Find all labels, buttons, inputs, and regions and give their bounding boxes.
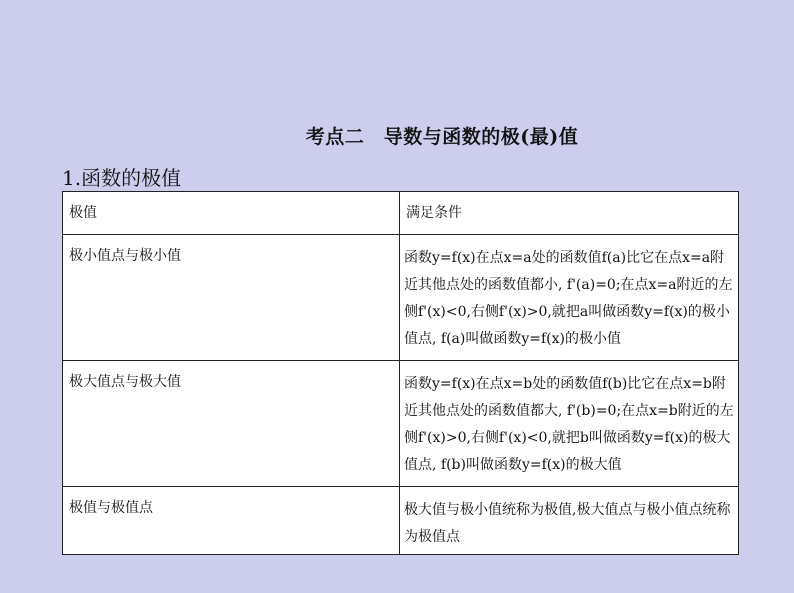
row-name-cell <box>63 235 400 361</box>
extremum-table <box>62 191 739 555</box>
row-name: 极值与极值点 <box>69 500 153 516</box>
section-heading: 1.函数的极值 <box>62 166 182 190</box>
header-cell-condition <box>400 192 739 235</box>
row-name-cell <box>63 487 400 555</box>
table-row <box>63 487 739 555</box>
header-cell-extremum <box>63 192 400 235</box>
row-name-cell <box>63 361 400 487</box>
row-condition-cell <box>400 361 739 487</box>
row-condition: 函数y=f(x)在点x=b处的函数值f(b)比它在点x=b附近其他点处的函数值都大, f'(b)=0;在点x=b附近的左侧f'(x)>0,右侧f'(x)<0,就把b叫做函数y=f(x)的极大值点, f(b)叫做函数y=f(x)的极大值 <box>404 376 734 473</box>
table-row <box>63 235 739 361</box>
table-header-row <box>63 192 739 235</box>
row-name: 极大值点与极大值 <box>69 374 181 390</box>
row-condition: 极大值与极小值统称为极值,极大值点与极小值点统称为极值点 <box>404 502 731 545</box>
slide-title: 考点二 导数与函数的极(最)值 <box>305 126 579 148</box>
row-condition-cell <box>400 235 739 361</box>
row-condition: 函数y=f(x)在点x=a处的函数值f(a)比它在点x=a附近其他点处的函数值都小, f'(a)=0;在点x=a附近的左侧f'(x)<0,右侧f'(x)>0,就把a叫做函数y=f(x)的极小值点, f(a)叫做函数y=f(x)的极小值 <box>404 250 733 347</box>
header-label-extremum: 极值 <box>69 205 97 221</box>
row-name: 极小值点与极小值 <box>69 248 181 264</box>
table-row <box>63 361 739 487</box>
header-label-condition: 满足条件 <box>406 205 462 221</box>
row-condition-cell <box>400 487 739 555</box>
